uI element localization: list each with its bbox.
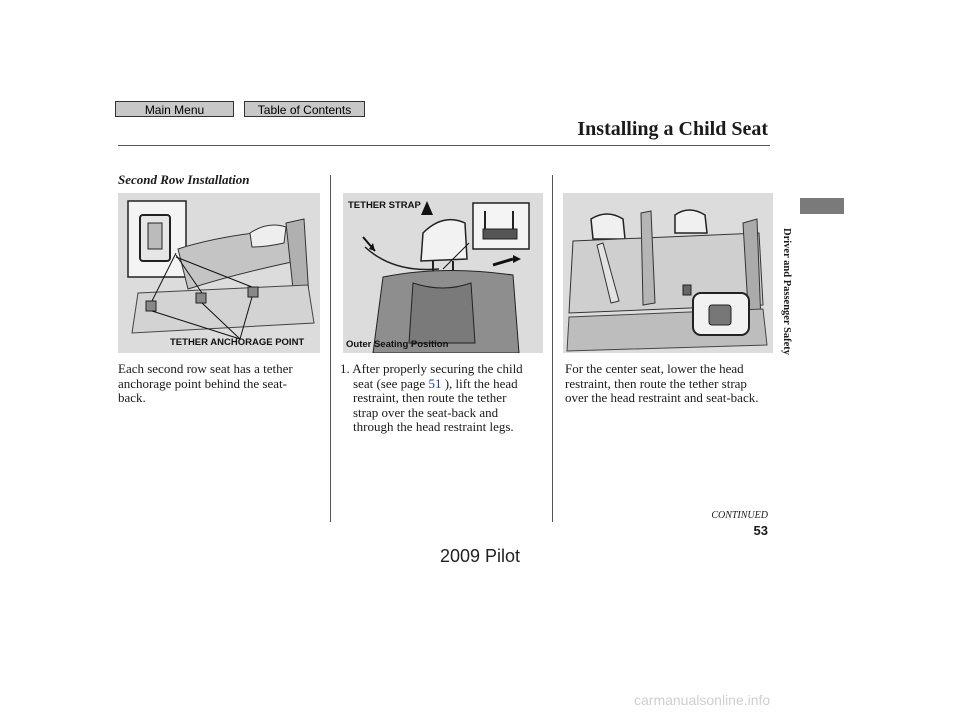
page-number: 53 xyxy=(753,523,768,538)
table-of-contents-button[interactable]: Table of Contents xyxy=(244,101,365,117)
right-text-line: restraint, then route the tether strap xyxy=(565,375,747,391)
continued-label: CONTINUED xyxy=(711,510,768,521)
left-text-line: back. xyxy=(118,390,146,405)
right-text-line: over the head restraint and seat-back. xyxy=(565,390,759,405)
center-seat-illustration xyxy=(563,193,773,353)
title-divider xyxy=(118,145,770,146)
step-number: 1. xyxy=(340,361,350,376)
right-text-line: For the center seat, lower the head xyxy=(565,361,744,376)
section-tab-marker xyxy=(800,198,844,214)
step-line: seat (see page xyxy=(353,375,429,391)
column-divider-left xyxy=(330,175,331,522)
step-line: restraint, then route the tether xyxy=(353,390,507,405)
step-line: ), lift the head xyxy=(441,375,518,391)
footer-model-label: 2009 Pilot xyxy=(439,546,521,566)
tether-anchorage-caption: TETHER ANCHORAGE POINT xyxy=(170,337,305,348)
watermark-text: carmanualsonline.info xyxy=(634,692,771,708)
right-column-text xyxy=(565,362,758,406)
step-line: through the head restraint legs. xyxy=(353,419,514,434)
left-column-text xyxy=(118,362,293,406)
step-1-text xyxy=(340,362,523,435)
page-reference-link[interactable]: 51 xyxy=(428,375,442,391)
step-line: strap over the seat-back and xyxy=(353,404,499,420)
section-heading: Second Row Installation xyxy=(118,172,250,187)
tether-strap-caption: TETHER STRAP xyxy=(348,200,421,211)
left-text-line: Each second row seat has a tether xyxy=(118,361,293,376)
tether-strap-illustration xyxy=(343,193,543,353)
column-divider-right xyxy=(552,175,553,522)
left-text-line: anchorage point behind the seat- xyxy=(118,375,287,391)
outer-seating-caption: Outer Seating Position xyxy=(346,339,449,350)
tether-anchorage-illustration xyxy=(118,193,320,353)
sidebar-section-label: Driver and Passenger Safety xyxy=(781,228,792,356)
main-menu-button[interactable]: Main Menu xyxy=(115,101,234,117)
page-title: Installing a Child Seat xyxy=(577,118,768,140)
step-line: After properly securing the child xyxy=(352,361,523,376)
